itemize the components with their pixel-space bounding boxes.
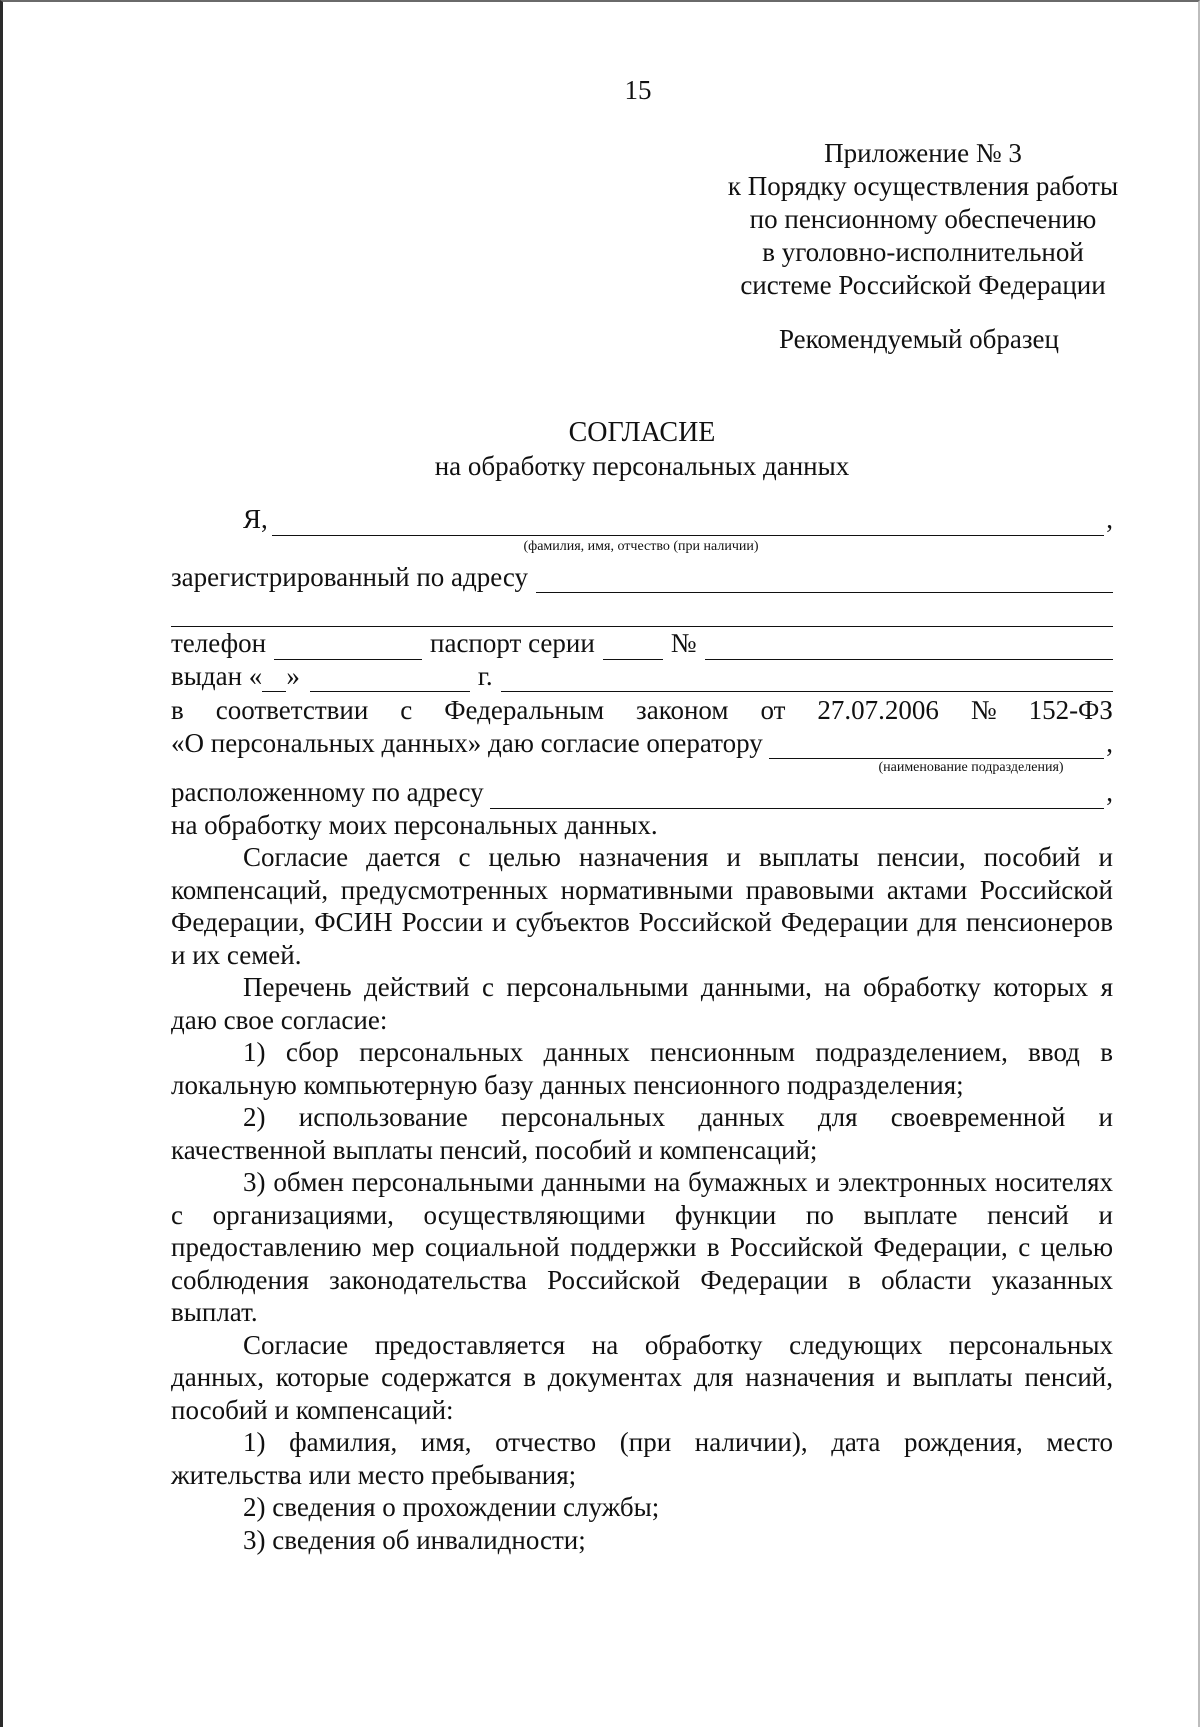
paragraph: Согласие дается с целью назначения и выплаты пенсии, пособий и компенсаций, предусмотренных нормативными правовыми актами Российской Федерации, ФСИН России и субъектов Российской Федерации для пенсионеров и их семей. [171, 842, 1113, 970]
law-reference-row [171, 694, 1113, 727]
registered-label: зарегистрированный по адресу [171, 561, 529, 592]
operator-label: «О персональных данных» даю согласие оператору [171, 727, 763, 758]
processing-line: на обработку моих персональных данных. [171, 809, 658, 840]
comma: , [1106, 504, 1113, 534]
issued-row [171, 660, 1113, 693]
registered-address-row [171, 561, 1113, 594]
issued-close-quote: » [286, 660, 300, 691]
operator-field[interactable] [769, 736, 1105, 759]
law-word: № [970, 695, 997, 725]
issued-month-field[interactable] [310, 669, 470, 692]
located-label: расположенному по адресу [171, 777, 484, 807]
law-word: соответствии [215, 695, 369, 725]
fio-caption: (фамилия, имя, отчество (при наличии) [523, 538, 759, 554]
phone-passport-row [171, 627, 1113, 660]
phone-field[interactable] [274, 637, 422, 660]
list-item: 3) обмен персональными данными на бумажных и электронных носителях с организациями, осуществляющими функции по выплате пенсий и предоставлению мер социальной поддержки в Российской Федерации, с целью соблюдения законодательства Российской Федерации в области указанных выплат. [171, 1167, 1113, 1327]
comma: , [1106, 727, 1113, 758]
operator-row [171, 727, 1113, 760]
passport-number-field[interactable] [705, 637, 1113, 660]
appendix-line: в уголовно-исполнительной [762, 236, 1084, 267]
operator-caption: (наименование подразделения) [878, 760, 1064, 775]
paragraph: Перечень действий с персональными данными, на обработку которых я даю свое согласие: [171, 972, 1113, 1035]
paragraph: Согласие предоставляется на обработку следующих персональных данных, которые содержатся в документах для назначения и выплаты пенсий, пособий и компенсаций: [171, 1329, 1113, 1425]
page-number: 15 [624, 75, 652, 105]
law-word: законом [636, 695, 729, 725]
appendix-line: системе Российской Федерации [740, 269, 1106, 300]
list-item: 3) сведения об инвалидности; [243, 1524, 586, 1555]
document-subtitle: на обработку персональных данных [434, 451, 850, 481]
list-item: 2) использование персональных данных для своевременной и качественной выплаты пенсий, пособий и компенсаций; [171, 1102, 1113, 1165]
registered-address-field[interactable] [536, 570, 1113, 593]
issued-day-field[interactable] [262, 669, 286, 692]
comma: , [1106, 777, 1113, 807]
appendix-line: по пенсионному обеспечению [749, 203, 1097, 234]
issued-label: выдан « [171, 660, 263, 691]
law-word: с [400, 695, 413, 725]
year-label: г. [477, 660, 493, 691]
appendix-block [703, 137, 1143, 302]
document-title: СОГЛАСИЕ [568, 417, 716, 448]
law-number: 152-ФЗ [1028, 695, 1113, 725]
operator-address-row [171, 776, 1113, 809]
law-date: 27.07.2006 [817, 695, 939, 725]
law-word: Федеральным [444, 695, 605, 725]
issued-by-field[interactable] [501, 669, 1113, 692]
operator-address-field[interactable] [490, 786, 1105, 809]
passport-series-label: паспорт серии [430, 628, 595, 658]
sample-label: Рекомендуемый образец [778, 323, 1059, 354]
i-label: Я, [243, 504, 268, 534]
list-item: 1) сбор персональных данных пенсионным подразделением, ввод в локальную компьютерную базу данных пенсионного подразделения; [171, 1037, 1113, 1100]
appendix-line: Приложение № 3 [824, 137, 1022, 168]
list-item: 1) фамилия, имя, отчество (при наличии), дата рождения, место жительства или место пребывания; [171, 1427, 1113, 1490]
document-body [171, 74, 1119, 1556]
fio-row [171, 503, 1113, 536]
appendix-line: к Порядку осуществления работы [727, 170, 1119, 201]
phone-label: телефон [171, 628, 267, 658]
law-word: от [760, 695, 786, 725]
address-continuation-field[interactable] [171, 604, 1113, 627]
list-item: 2) сведения о прохождении службы; [243, 1492, 660, 1522]
address-continuation-row [171, 597, 1113, 627]
passport-series-field[interactable] [603, 637, 663, 660]
fio-field[interactable] [272, 513, 1104, 536]
number-sign: № [670, 628, 697, 658]
law-word: в [171, 695, 184, 725]
